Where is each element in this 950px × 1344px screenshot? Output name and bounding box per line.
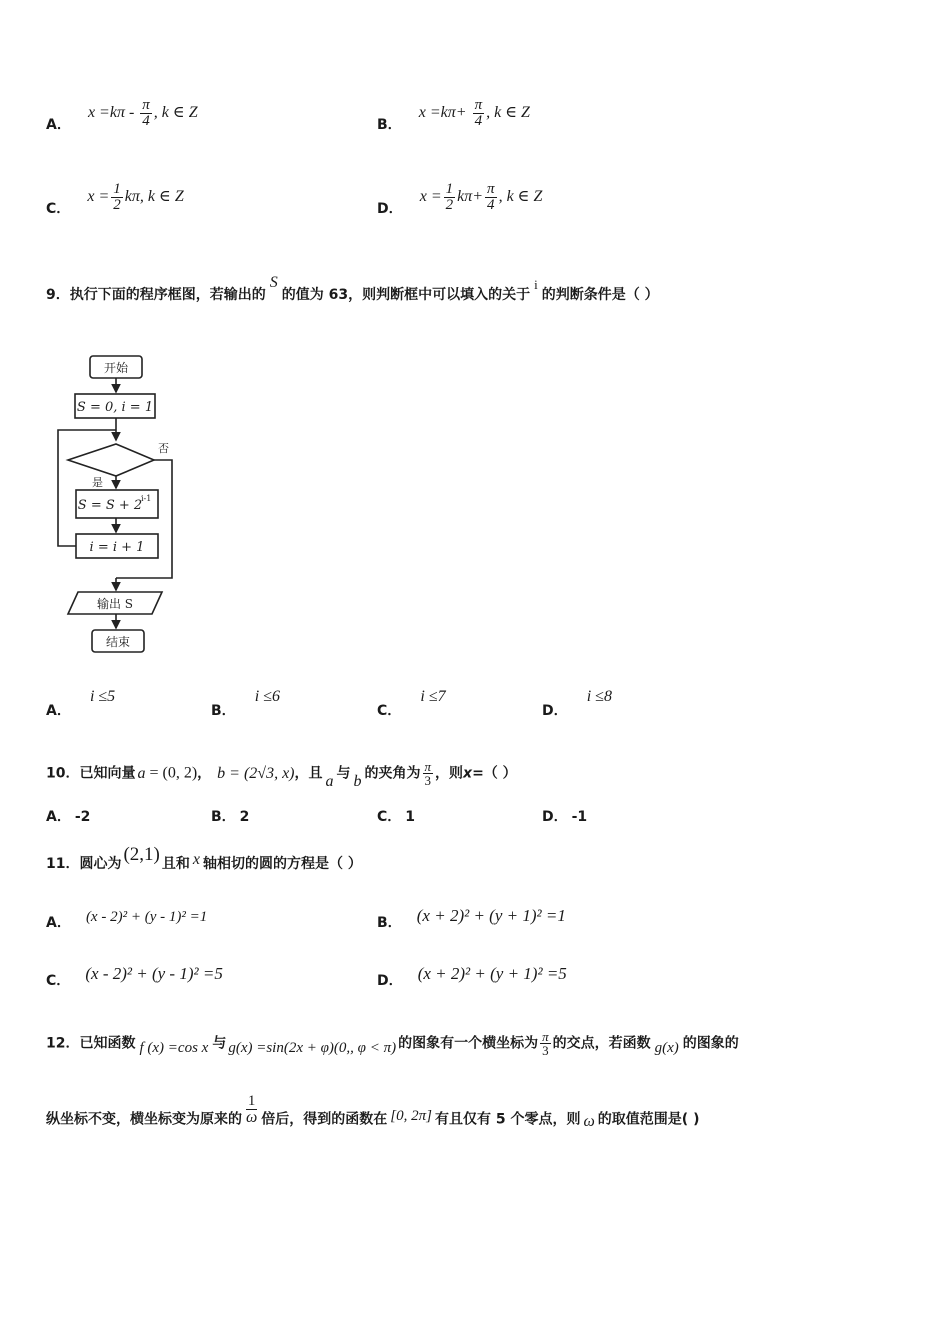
fraction: $\frac{1}{2}$ [113,181,121,213]
option-label: D． [377,201,403,218]
q8-b-post: , k ∈ Z [486,104,530,122]
q11-option-c: C． (x - 2)² + (y - 1)² =5 [46,964,223,989]
fraction: $\frac{\pi}{4}$ [474,97,483,129]
flow-init-label: S = 0, i = 1 [76,400,154,415]
flow-update-s-label: S = S + 2 [77,498,143,513]
var-i: i [534,277,538,292]
q10-option-b: B． 2 [211,809,250,825]
q10-option-d: D． -1 [542,809,588,825]
q8-option-d [377,181,543,225]
q9-option-b: B． i ≤6 [211,688,280,719]
flow-decision [68,444,154,476]
q9-option-c: C． i ≤7 [377,688,446,719]
q11-option-b: B． (x + 2)² + (y + 1)² =1 [377,906,566,931]
flow-update-i-label: i = i + 1 [89,540,145,555]
q8-option-a [46,97,198,141]
vector-b: b = (2√3, x) [217,764,295,782]
q8-a-post: , k ∈ Z [153,104,198,122]
q8-d-pre: x = [419,188,442,206]
q8-a-pre: x =kπ - [87,104,139,122]
fraction: $\frac{\pi}{4}$ [487,181,495,213]
q9-stem: 9．执行下面的程序框图，若输出的S的值为 63，则判断框中可以填入的关于i的判断条件是（ ） [46,274,659,303]
flow-end-label: 结束 [105,635,131,649]
q8-b-pre: x =kπ+ [418,104,471,122]
flow-update-s-exp: i-1 [141,494,152,503]
fraction: $\frac{\pi}{3}$ [542,1029,549,1058]
q8-d-mid: kπ+ [457,188,484,206]
flow-start-label: 开始 [103,361,129,375]
q9-option-a: A． i ≤5 [46,688,116,719]
q10-option-c: C． 1 [377,809,416,825]
flow-no-label: 否 [158,442,169,455]
flowchart [50,350,185,660]
q10-stem: 10．已知向量 a = (0, 2)， b = (2√3, x)，且 a 与 b 的夹角为 $\frac{\pi}{3}$ ，则x=（ ） [46,759,517,790]
q12-stem-line1: 12．已知函数 f (x) =cos x 与 g(x) =sin(2x + φ)(0,, φ < π) 的图象有一个横坐标为 $\frac{\pi}{3}$ 的交点，若函数 g(x) 的图象的 [46,1029,739,1058]
fraction: $\frac{1}{2}$ [445,181,454,213]
option-label: C． [46,201,71,218]
q8-d-post: , k ∈ Z [498,188,543,206]
option-label: A． [46,117,71,134]
fraction: $\frac{\pi}{4}$ [142,97,150,129]
q11-option-a: A． (x - 2)² + (y - 1)² =1 [46,909,208,931]
flow-output-label: 输出 S [96,597,134,611]
vector-a: a [137,764,146,782]
option-label: B． [377,117,402,134]
q10-option-a: A． -2 [46,809,91,825]
interval: [0, 2π] [390,1107,432,1124]
q8-c-post: kπ, k ∈ Z [124,188,184,206]
q8-option-b [377,97,530,141]
var-s: S [269,274,278,291]
q9-option-d: D． i ≤8 [542,688,612,719]
fraction: $\frac{\pi}{3}$ [424,759,432,788]
center-point: (2,1) [123,844,160,865]
q11-option-d: D． (x + 2)² + (y + 1)² =5 [377,964,567,989]
q8-c-pre: x = [87,188,110,206]
q12-stem-line2: 纵坐标不变，横坐标变为原来的 $\frac{1}{\omega}$ 倍后，得到的函数在 [0, 2π] 有且仅有 5 个零点，则 ω 的取值范围是( ) [46,1093,700,1130]
flow-yes-label: 是 [92,476,103,489]
fraction: $\frac{1}{\omega}$ [246,1093,258,1126]
q8-option-c [46,181,184,225]
q11-stem: 11．圆心为 (2,1) 且和 x 轴相切的圆的方程是（ ） [46,844,362,872]
